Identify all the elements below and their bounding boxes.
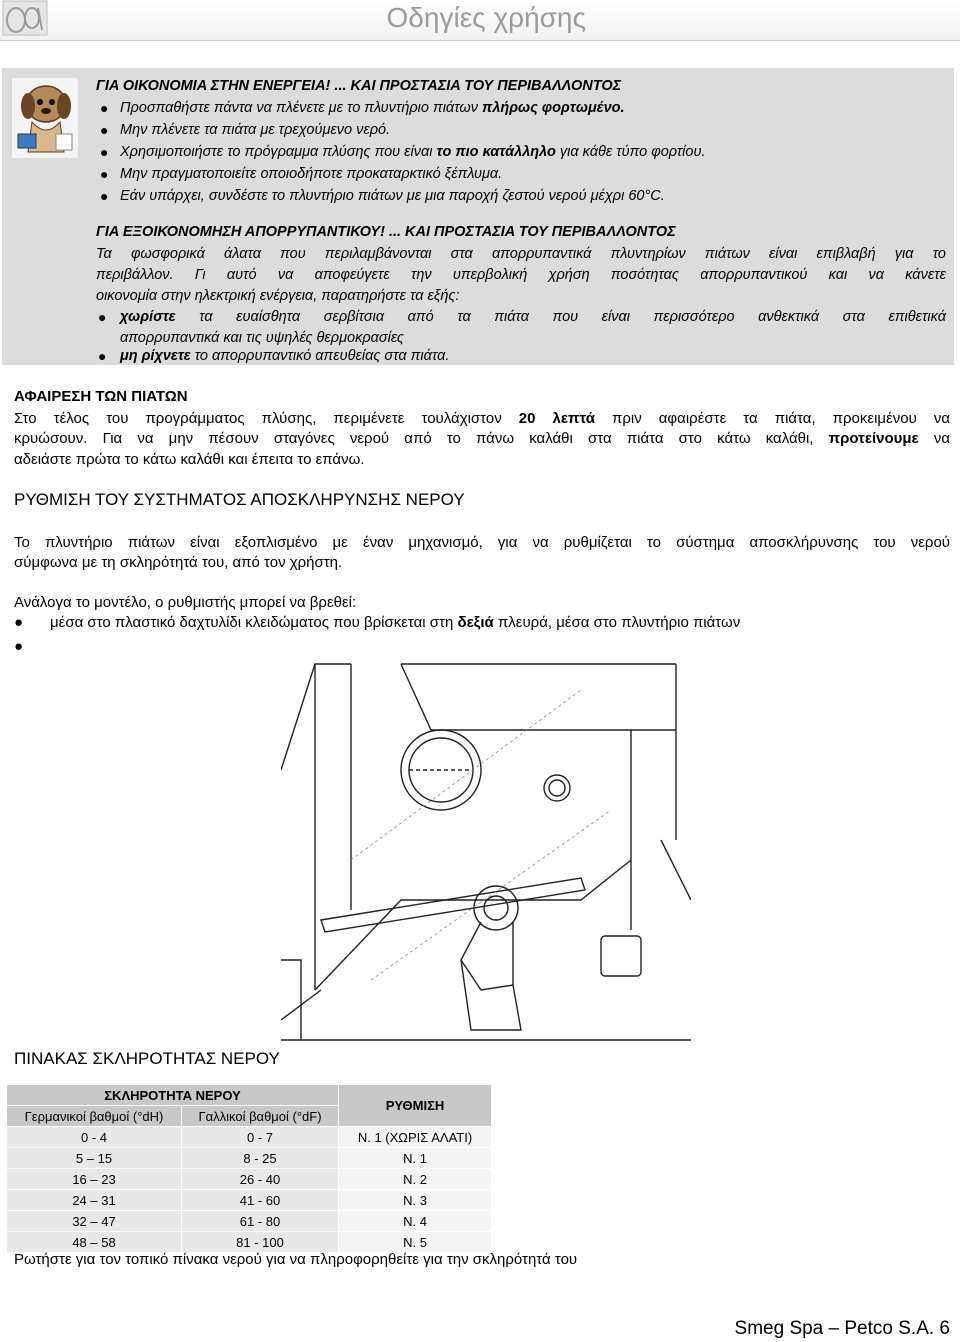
list-item: χωρίστε τα ευαίσθητα σερβίτσια από τα πιάτα που είναι περισσότερο ανθεκτικά στα επιθετικά (120, 309, 946, 325)
table-cell: 8 - 25 (182, 1148, 339, 1169)
paragraph-line: σύμφωνα με τη σκληρότητά του, από τον χρήστη. (14, 554, 343, 571)
table-cell: 48 – 58 (7, 1232, 182, 1253)
paragraph-line: Τα φωσφορικά άλατα που περιλαμβάνονται στα απορρυπαντικά πλυντηρίων πιάτων είναι επιβλαβή για το (96, 246, 946, 262)
dishes-logo-icon (2, 0, 48, 36)
table-cell: 81 - 100 (182, 1232, 339, 1253)
table-note: Ρωτήστε για τον τοπικό πίνακα νερού για να πληροφορηθείτε για την σκληρότητά του (14, 1251, 578, 1268)
table-row (7, 1127, 492, 1148)
table-cell: 61 - 80 (182, 1211, 339, 1232)
water-hardness-table (6, 1084, 492, 1253)
table-cell: 26 - 40 (182, 1169, 339, 1190)
bullet-icon: ● (14, 614, 24, 631)
list-item: ● Προσπαθήστε πάντα να πλένετε με το πλυντήριο πιάτων πλήρως φορτωμένο. (100, 100, 625, 116)
bullet-icon: ● (100, 144, 109, 160)
bullet-icon: ● (100, 188, 109, 204)
table-row (7, 1232, 492, 1253)
page-header (0, 0, 960, 41)
table-cell: N. 1 (ΧΩΡΙΣ ΑΛΑΤΙ) (339, 1127, 492, 1148)
table-cell: 41 - 60 (182, 1190, 339, 1211)
table-row (7, 1148, 492, 1169)
table-cell: 0 - 7 (182, 1127, 339, 1148)
table-header-dh: Γερμανικοί βαθμοί (°dH) (7, 1106, 182, 1127)
table-group-header: ΣΚΛΗΡΟΤΗΤΑ ΝΕΡΟΥ (7, 1085, 339, 1106)
paragraph-line: περιβάλλον. Γι αυτό να αποφεύγετε την υπερβολική χρήση ποσότητας απορρυπαντικού και να κάνετε (96, 267, 946, 283)
table-cell: N. 1 (339, 1148, 492, 1169)
bullet-icon: ● (98, 309, 107, 325)
eco-detergent-title: ΓΙΑ ΕΞΟΙΚΟΝΟΜΗΣΗ ΑΠΟΡΡΥΠΑΝΤΙΚΟΥ! ... ΚΑΙ ΠΡΟΣΤΑΣΙΑ ΤΟΥ ΠΕΡΙΒΑΛΛΟΝΤΟΣ (96, 224, 676, 240)
list-item-continued: απορρυπαντικά και τις υψηλές θερμοκρασίες (120, 330, 404, 346)
table-row (7, 1169, 492, 1190)
dishwasher-interior-diagram (281, 660, 691, 1046)
bullet-icon: ● (98, 348, 107, 364)
list-item: μέσα στο πλαστικό δαχτυλίδι κλειδώματος που βρίσκεται στη δεξιά πλευρά, μέσα στο πλυντήριο πιάτων (50, 614, 741, 631)
paragraph-line: κρυώσουν. Για να μην πέσουν σταγόνες νερού από το πάνω καλάθι στα πιάτα στο κάτω καλάθι, προτείνουμε να (14, 430, 951, 447)
table-cell: N. 5 (339, 1232, 492, 1253)
table-header-setting: ΡΥΘΜΙΣΗ (339, 1085, 492, 1127)
bullet-icon: ● (100, 122, 109, 138)
table-row (7, 1190, 492, 1211)
eco-energy-title: ΓΙΑ ΟΙΚΟΝΟΜΙΑ ΣΤΗΝ ΕΝΕΡΓΕΙΑ! ... ΚΑΙ ΠΡΟΣΤΑΣΙΑ ΤΟΥ ΠΕΡΙΒΑΛΛΟΝΤΟΣ (96, 78, 622, 94)
list-item: ● Μην πλένετε τα πιάτα με τρεχούμενο νερό. (100, 122, 391, 138)
list-item: ● Μην πραγματοποιείτε οποιοδήποτε προκαταρκτικό ξέπλυμα. (100, 166, 503, 182)
paragraph-line: Ανάλογα το μοντέλο, ο ρυθμιστής μπορεί να βρεθεί: (14, 594, 357, 611)
paragraph-line: Στο τέλος του προγράμματος πλύσης, περιμένετε τουλάχιστον 20 λεπτά πριν αφαιρέστε τα πιάτα, προκειμένου να (14, 410, 951, 427)
mascot-dog-icon (12, 78, 78, 158)
page-title: Οδηγίες χρήσης (386, 2, 586, 33)
list-item: μη ρίχνετε το απορρυπαντικό απευθείας στα πιάτα. (120, 348, 450, 364)
bullet-icon: ● (14, 638, 24, 655)
softener-title: ΡΥΘΜΙΣΗ ΤΟΥ ΣΥΣΤΗΜΑΤΟΣ ΑΠΟΣΚΛΗΡΥΝΣΗΣ ΝΕΡΟΥ (14, 490, 465, 509)
table-header-df: Γαλλικοί βαθμοί (°dF) (182, 1106, 339, 1127)
hardness-table-title: ΠΙΝΑΚΑΣ ΣΚΛΗΡΟΤΗΤΑΣ ΝΕΡΟΥ (14, 1049, 280, 1068)
table-cell: N. 2 (339, 1169, 492, 1190)
table-cell: 16 – 23 (7, 1169, 182, 1190)
table-row (7, 1211, 492, 1232)
list-item: ● Χρησιμοποιήστε το πρόγραμμα πλύσης που είναι το πιο κατάλληλο για κάθε τύπο φορτίου. (100, 144, 706, 160)
table-cell: 32 – 47 (7, 1211, 182, 1232)
table-cell: N. 3 (339, 1190, 492, 1211)
bullet-icon: ● (100, 166, 109, 182)
list-item: ● Εάν υπάρχει, συνδέστε το πλυντήριο πιάτων με μια παροχή ζεστού νερού μέχρι 60°C. (100, 188, 665, 204)
paragraph-line: οικονομία στην ηλεκτρική ενέργεια, παρατηρήστε τα εξής: (96, 288, 460, 304)
table-cell: N. 4 (339, 1211, 492, 1232)
removal-title: ΑΦΑΙΡΕΣΗ ΤΩΝ ΠΙΑΤΩΝ (14, 388, 188, 405)
table-cell: 5 – 15 (7, 1148, 182, 1169)
table-cell: 0 - 4 (7, 1127, 182, 1148)
paragraph-line: Το πλυντήριο πιάτων είναι εξοπλισμένο με έναν μηχανισμό, για να ρυθμίζεται το σύστημα αποσκλήρυνσης του νερού (14, 534, 950, 551)
page-footer: Smeg Spa – Petco S.A. 6 (734, 1318, 950, 1339)
table-cell: 24 – 31 (7, 1190, 182, 1211)
bullet-icon: ● (100, 100, 109, 116)
paragraph-line: αδειάστε πρώτα το κάτω καλάθι και έπειτα το επάνω. (14, 451, 365, 468)
